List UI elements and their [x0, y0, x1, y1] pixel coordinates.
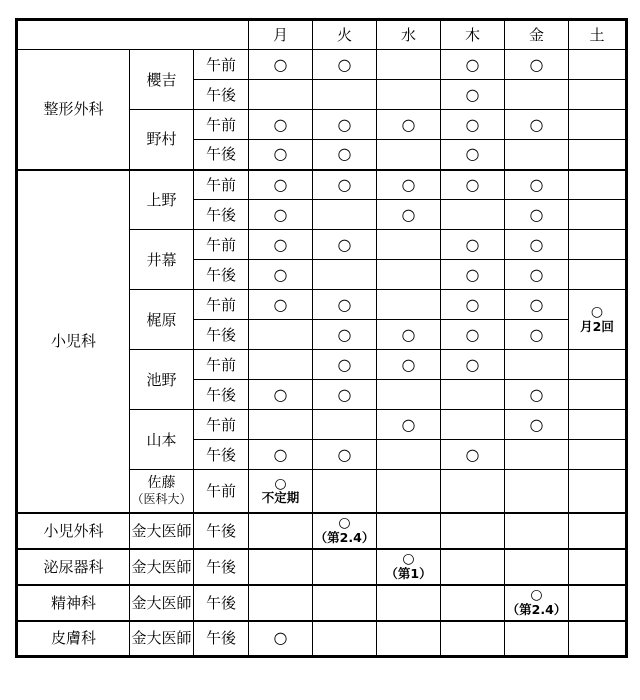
schedule-cell: ○	[505, 170, 569, 200]
period-cell: 午前	[194, 170, 249, 200]
period-cell: 午後	[194, 260, 249, 290]
schedule-cell	[441, 380, 505, 410]
schedule-cell	[569, 470, 627, 513]
schedule-cell	[313, 200, 377, 230]
day-header-mon: 月	[249, 20, 313, 50]
schedule-cell	[505, 549, 569, 585]
schedule-cell: ○	[249, 230, 313, 260]
schedule-cell: ○	[313, 140, 377, 170]
period-cell: 午後	[194, 140, 249, 170]
doctor-cell	[130, 470, 194, 513]
day-header-sat: 土	[569, 20, 627, 50]
schedule-cell	[377, 80, 441, 110]
schedule-cell	[313, 585, 377, 621]
doctor-cell: 池野	[130, 350, 194, 410]
schedule-cell	[505, 585, 569, 621]
schedule-table	[15, 18, 628, 658]
schedule-cell: ○	[441, 140, 505, 170]
period-cell: 午前	[194, 230, 249, 260]
schedule-cell: ○	[249, 621, 313, 657]
schedule-cell: ○	[441, 170, 505, 200]
schedule-cell	[441, 410, 505, 440]
schedule-cell	[249, 513, 313, 549]
corner-cell	[17, 20, 249, 50]
schedule-cell	[377, 549, 441, 585]
availability-mark: ○	[274, 475, 287, 492]
schedule-cell: ○	[249, 440, 313, 470]
period-cell: 午後	[194, 440, 249, 470]
schedule-cell: ○	[505, 290, 569, 320]
department-cell: 小児科	[17, 170, 130, 513]
schedule-cell	[505, 513, 569, 549]
schedule-cell	[505, 350, 569, 380]
schedule-cell	[569, 200, 627, 230]
day-header-wed: 水	[377, 20, 441, 50]
schedule-cell: ○	[313, 320, 377, 350]
period-cell: 午後	[194, 549, 249, 585]
schedule-cell: ○	[441, 50, 505, 80]
availability-note: （第2.4）	[314, 530, 375, 546]
availability-note: （第1）	[385, 566, 432, 582]
schedule-cell: ○	[441, 350, 505, 380]
schedule-cell	[505, 621, 569, 657]
schedule-cell	[505, 470, 569, 513]
schedule-cell	[313, 513, 377, 549]
doctor-cell: 金大医師	[130, 621, 194, 657]
schedule-cell	[569, 50, 627, 80]
availability-mark: ○	[402, 551, 415, 568]
schedule-cell	[569, 260, 627, 290]
schedule-cell	[505, 140, 569, 170]
schedule-cell: ○	[505, 50, 569, 80]
schedule-cell	[441, 200, 505, 230]
period-cell: 午後	[194, 200, 249, 230]
schedule-cell	[441, 513, 505, 549]
schedule-cell	[377, 380, 441, 410]
availability-note: 月2回	[580, 319, 614, 335]
schedule-cell: ○	[377, 350, 441, 380]
table-row	[17, 170, 627, 200]
schedule-cell: ○	[249, 140, 313, 170]
schedule-cell	[377, 470, 441, 513]
schedule-cell	[569, 410, 627, 440]
department-cell: 小児外科	[17, 513, 130, 549]
table-row	[17, 50, 627, 80]
schedule-cell	[377, 585, 441, 621]
schedule-cell	[377, 621, 441, 657]
schedule-cell: ○	[313, 350, 377, 380]
schedule-cell	[313, 549, 377, 585]
doctor-cell: 梶原	[130, 290, 194, 350]
doctor-cell: 井幕	[130, 230, 194, 290]
doctor-cell: 金大医師	[130, 585, 194, 621]
schedule-cell	[377, 290, 441, 320]
schedule-cell: ○	[249, 170, 313, 200]
schedule-cell	[569, 140, 627, 170]
schedule-cell	[505, 80, 569, 110]
schedule-cell: ○	[505, 260, 569, 290]
department-cell: 泌尿器科	[17, 549, 130, 585]
schedule-cell: ○	[313, 110, 377, 140]
period-cell: 午前	[194, 410, 249, 440]
schedule-cell: ○	[377, 410, 441, 440]
department-cell: 精神科	[17, 585, 130, 621]
doctor-cell: 山本	[130, 410, 194, 470]
period-cell: 午後	[194, 585, 249, 621]
doctor-name: 佐藤	[147, 475, 176, 492]
schedule-cell	[377, 140, 441, 170]
schedule-cell: ○	[249, 110, 313, 140]
schedule-cell: ○	[441, 440, 505, 470]
schedule-cell	[569, 621, 627, 657]
schedule-cell: ○	[441, 290, 505, 320]
schedule-cell: ○	[441, 320, 505, 350]
schedule-cell	[377, 230, 441, 260]
schedule-cell: ○	[313, 380, 377, 410]
availability-mark: ○	[338, 515, 351, 532]
doctor-cell: 野村	[130, 110, 194, 170]
period-cell: 午後	[194, 513, 249, 549]
period-cell: 午前	[194, 110, 249, 140]
schedule-cell: ○	[505, 200, 569, 230]
header-row	[17, 20, 627, 50]
doctor-affiliation: （医科大）	[131, 491, 192, 506]
schedule-cell	[441, 549, 505, 585]
schedule-cell: ○	[249, 290, 313, 320]
schedule-cell	[313, 470, 377, 513]
period-cell: 午後	[194, 320, 249, 350]
period-cell: 午前	[194, 290, 249, 320]
doctor-cell: 金大医師	[130, 549, 194, 585]
schedule-cell: ○	[313, 230, 377, 260]
availability-mark: ○	[590, 304, 604, 321]
schedule-cell	[313, 260, 377, 290]
doctor-cell: 櫻吉	[130, 50, 194, 110]
schedule-cell	[569, 170, 627, 200]
doctor-cell: 上野	[130, 170, 194, 230]
schedule-cell: ○	[441, 230, 505, 260]
table-row	[17, 549, 627, 585]
schedule-cell: ○	[249, 380, 313, 410]
schedule-cell: ○	[377, 170, 441, 200]
schedule-cell	[249, 350, 313, 380]
schedule-cell: ○	[249, 50, 313, 80]
period-cell: 午後	[194, 621, 249, 657]
doctor-cell: 金大医師	[130, 513, 194, 549]
schedule-cell	[569, 110, 627, 140]
day-header-tue: 火	[313, 20, 377, 50]
schedule-cell: ○	[505, 380, 569, 410]
schedule-cell	[249, 410, 313, 440]
schedule-cell: ○	[441, 110, 505, 140]
table-row	[17, 585, 627, 621]
department-cell: 整形外科	[17, 50, 130, 170]
schedule-cell: ○	[505, 110, 569, 140]
day-header-fri: 金	[505, 20, 569, 50]
availability-note: （第2.4）	[506, 602, 567, 618]
period-cell: 午前	[194, 350, 249, 380]
schedule-cell: ○	[441, 260, 505, 290]
schedule-cell: ○	[313, 290, 377, 320]
schedule-cell	[569, 380, 627, 410]
day-header-thu: 木	[441, 20, 505, 50]
schedule-cell	[569, 440, 627, 470]
table-row	[17, 513, 627, 549]
schedule-cell: ○	[377, 320, 441, 350]
schedule-cell: ○	[313, 50, 377, 80]
period-cell: 午前	[194, 470, 249, 513]
schedule-cell	[441, 470, 505, 513]
period-cell: 午後	[194, 80, 249, 110]
schedule-cell	[313, 621, 377, 657]
schedule-cell	[441, 585, 505, 621]
schedule-cell: ○	[377, 200, 441, 230]
schedule-cell	[569, 513, 627, 549]
schedule-cell	[377, 440, 441, 470]
schedule-cell	[505, 440, 569, 470]
department-cell: 皮膚科	[17, 621, 130, 657]
schedule-cell	[377, 260, 441, 290]
schedule-cell	[313, 410, 377, 440]
period-cell: 午後	[194, 380, 249, 410]
schedule-cell: ○	[505, 230, 569, 260]
schedule-cell	[569, 230, 627, 260]
schedule-cell: ○	[249, 200, 313, 230]
schedule-cell: ○	[505, 410, 569, 440]
period-cell: 午前	[194, 50, 249, 80]
schedule-cell	[569, 290, 627, 350]
schedule-cell	[569, 80, 627, 110]
schedule-cell: ○	[249, 260, 313, 290]
schedule-cell	[377, 50, 441, 80]
schedule-cell	[249, 585, 313, 621]
schedule-cell	[249, 549, 313, 585]
schedule-cell	[441, 621, 505, 657]
schedule-cell: ○	[313, 170, 377, 200]
availability-note: 不定期	[261, 490, 300, 506]
schedule-cell	[377, 513, 441, 549]
schedule-cell	[569, 549, 627, 585]
schedule-cell	[249, 320, 313, 350]
schedule-cell: ○	[377, 110, 441, 140]
schedule-cell	[569, 350, 627, 380]
schedule-cell	[569, 585, 627, 621]
schedule-cell	[313, 80, 377, 110]
schedule-cell	[249, 470, 313, 513]
schedule-cell	[249, 80, 313, 110]
schedule-cell: ○	[505, 320, 569, 350]
schedule-cell: ○	[313, 440, 377, 470]
table-row	[17, 621, 627, 657]
schedule-cell: ○	[441, 80, 505, 110]
availability-mark: ○	[530, 587, 543, 604]
